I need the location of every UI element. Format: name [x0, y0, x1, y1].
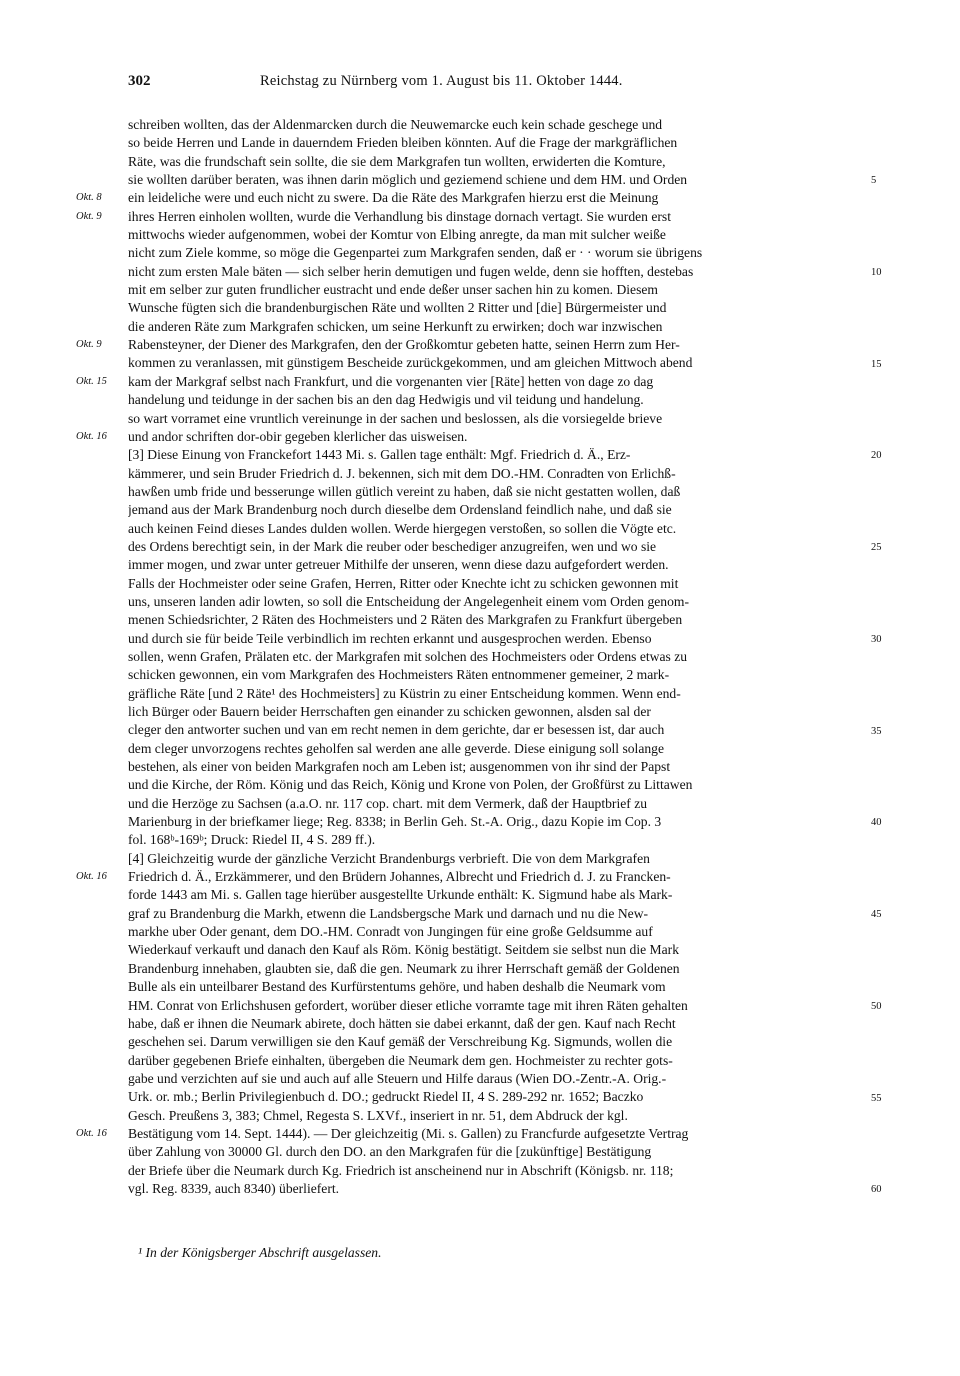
- text-line: handelung und teidunge in der sachen bis an den dag Hedwigis und vil teidung und handelung.: [128, 392, 644, 408]
- text-line: darüber gegebenen Briefe einhalten, übergeben die Neumark dem gen. Hochmeister zu rechter gots-: [128, 1052, 673, 1068]
- line-number: 20: [871, 450, 882, 462]
- text-line: Bulle als ein unteilbarer Bestand des Kurfürstentums gehöre, und haben deshalb die Neumark vom: [128, 979, 666, 995]
- text-line: nicht zum ersten Male bäten — sich selber herin demutigen und fugen welde, denn sie hofften, destebas: [128, 263, 694, 279]
- text-line: uns, unseren landen adir lowten, so soll die Entscheidung der Angelegenheit einem vom Orden genom-: [128, 593, 689, 609]
- text-line: menen Schiedsrichter, 2 Räten des Hochmeisters und 2 Räten des Markgrafen zu Frankfurt übergeben: [128, 612, 683, 628]
- line-number: 40: [871, 817, 882, 829]
- text-line: ein leideliche were und euch nicht zu swere. Da die Räte des Markgrafen hierzu erst die Meinung: [128, 190, 659, 206]
- text-line: sollen, wenn Grafen, Prälaten etc. der Markgrafen mit solchen des Hochmeisters oder Ordens etwas zu: [128, 648, 688, 664]
- text-line: forde 1443 am Mi. s. Gallen tage hierüber ausgestellte Urkunde enthält: K. Sigmund habe als Mark-: [128, 887, 673, 903]
- line-number: 45: [871, 909, 882, 921]
- margin-date: Okt. 9: [76, 339, 102, 351]
- line-number: 35: [871, 725, 882, 737]
- text-line: kam der Markgraf selbst nach Frankfurt, und die vorgenanten vier [Räte] hetten von dage zo dag: [128, 373, 654, 389]
- line-number: 55: [871, 1092, 882, 1104]
- text-line: und andor schriften dor-obir gegeben klerlicher das uisweisen.: [128, 428, 468, 444]
- text-line: über Zahlung von 30000 Gl. durch den DO. an den Markgrafen für die [zukünftige] Bestätigung: [128, 1144, 652, 1160]
- text-line: lich Bürger oder Bauern beider Herrschaften gen einander zu schicken gewonnen, alsden sal der: [128, 704, 651, 719]
- text-line: des Ordens berechtigt sein, in der Mark die reuber oder beschediger anzugreifen, wen und wo sie: [128, 538, 657, 554]
- text-line: schreiben wollten, das der Aldenmarcken durch die Neuwemarcke euch kein schade geschege und: [128, 117, 663, 132]
- text-line: nicht zum Ziele komme, so möge die Gegenpartei zum Markgrafen senden, daß er · · worum sie übrigens: [128, 245, 703, 261]
- text-line: die anderen Räte zum Markgrafen schicken, um seine Herkunft zu erwirken; doch war inzwischen: [128, 318, 663, 334]
- text-line: Wunsche fügten sich die brandenburgischen Räte und wollten 2 Ritter und [die] Bürgermeister und: [128, 300, 667, 316]
- text-line: ihres Herren einholen wollten, wurde die Verhandlung bis dinstage dornach vertagt. Sie wurden erst: [128, 208, 671, 224]
- text-line: Brandenburg innehaben, glaubten sie, daß die gen. Neumark zu ihrer Herrschaft gemäß der Goldenen: [128, 960, 680, 976]
- text-line: habe, daß er ihnen die Neumark abirete, doch hätten sie dabei erkannt, daß der gen. Kauf nach Recht: [128, 1015, 676, 1031]
- text-line: Bestätigung vom 14. Sept. 1444). — Der gleichzeitig (Mi. s. Gallen) zu Francfurde aufgesetzte Vertrag: [128, 1125, 689, 1141]
- text-line: bestehen, als einer von beiden Markgrafen noch am Leben ist; ausgenommen von ihr sind der Papst: [128, 759, 671, 775]
- text-line: mit em selber zur guten frundlicher eustracht und ende deßer unser sachen hin zu komen. Diesem: [128, 282, 658, 298]
- text-line: so beide Herren und Lande in dauerndem Frieden bleiben könnten. Auf die Frage der markgräflichen: [128, 135, 678, 151]
- text-line: Gesch. Preußens 3, 383; Chmel, Regesta S. LXVf., inseriert in nr. 51, dem Abdruck der kgl.: [128, 1107, 628, 1123]
- line-number: 25: [871, 542, 882, 554]
- text-line: Wiederkauf verkauft und danach den Kauf als Röm. König bestätigt. Seitdem sie selbst nun die Mark: [128, 942, 679, 958]
- line-number: 60: [871, 1184, 882, 1196]
- line-number: 15: [871, 358, 882, 370]
- line-number: 30: [871, 633, 882, 645]
- text-line: [3] Diese Einung von Franckefort 1443 Mi. s. Gallen tage enthält: Mgf. Friedrich d. Ä., Erz-: [128, 447, 631, 463]
- text-line: so wart vorramet eine vruntlich vereinunge in der sachen und beslossen, als die vorsiegelde brieve: [128, 410, 663, 426]
- line-number: 10: [871, 266, 882, 278]
- text-line: geschehen sei. Darum verwilligen sie den Kauf gemäß der Verschreibung Kg. Sigmunds, wollen die: [128, 1034, 673, 1050]
- text-line: Urk. or. mb.; Berlin Privilegienbuch d. DO.; gedruckt Riedel II, 4 S. 289-292 nr. 1652; Baczko: [128, 1089, 644, 1105]
- text-line: Räte, was die frundschaft sein sollte, die sie dem Markgrafen tun wollten, erwiderten die Komture,: [128, 153, 666, 169]
- text-line: immer mogen, und zwar unter getreuer Mithilfe der unseren, wenn diese dazu aufgefordert werden.: [128, 557, 669, 573]
- margin-date: Okt. 16: [76, 1128, 107, 1140]
- margin-date: Okt. 16: [76, 871, 107, 883]
- text-line: cleger den antworter suchen und van em recht nemen in dem gerichte, dar er besessen ist, dar auch: [128, 722, 665, 738]
- text-line: und die Herzöge zu Sachsen (a.a.O. nr. 117 cop. chart. mit dem Vermerk, daß der Hauptbrief zu: [128, 795, 648, 811]
- text-line: und durch sie für beide Teile verbindlich im rechten erkannt und ausgesprochen werden. Ebenso: [128, 630, 652, 646]
- text-line: graf zu Brandenburg die Markh, etwenn die Landsbergsche Mark und darnach und nu die New-: [128, 905, 649, 921]
- text-line: jemand aus der Mark Brandenburg noch durch dieselbe dem Ordensland feindlich nahe, und daß sie: [128, 502, 672, 518]
- text-line: und die Kirche, der Röm. König und das Reich, König und Krone von Polen, der Großfürst zu Littawen: [128, 777, 693, 793]
- main-text: [128, 116, 863, 1198]
- text-line: Marienburg in der briefkamer liege; Reg. 8338; in Berlin Geh. St.-A. Orig., dazu Kopie im Cop. 3: [128, 814, 662, 830]
- line-number: 5: [871, 175, 877, 187]
- text-line: Friedrich d. Ä., Erzkämmerer, und den Brüdern Johannes, Albrecht und Friedrich d. J. zu Francken-: [128, 869, 671, 885]
- text-line: auch keinen Feind dieses Landes dulden wollen. Werde hiergegen verstoßen, so sollen die Vögte etc.: [128, 520, 677, 536]
- text-line: vgl. Reg. 8339, auch 8340) überliefert.: [128, 1180, 340, 1196]
- text-line: hawßen umb fride und besserunge willen gütlich vereint zu haben, daß sie nicht gestatten wollen, daß: [128, 483, 681, 499]
- text-line: gabe und verzichten auf sie und auch auf alle Steuern und Hilfe daraus (Wien DO.-Zentr.-A. Orig.-: [128, 1070, 667, 1086]
- margin-date: Okt. 15: [76, 375, 107, 387]
- text-line: der Briefe über die Neumark durch Kg. Friedrich ist anscheinend nur in Abschrift (Königsb. nr. 118;: [128, 1162, 674, 1178]
- margin-date: Okt. 8: [76, 192, 102, 204]
- text-line: HM. Conrat von Erlichshusen gefordert, worüber dieser etliche vorramte tage mit ihren Räten gehalten: [128, 997, 688, 1013]
- text-line: gräfliche Räte [und 2 Räte¹ des Hochmeisters] zu Küstrin zu einer Entscheidung kommen. Wenn end-: [128, 685, 681, 701]
- text-line: dem cleger unvorzogens rechtes geholfen sal werden ane alle geverde. Diese einigung soll solange: [128, 740, 664, 756]
- page-number: 302: [128, 73, 151, 89]
- text-line: Rabensteyner, der Diener des Markgrafen, den der Großkomtur gebeten hatte, seinen Herrn zum Her-: [128, 337, 680, 353]
- text-line: kommen zu veranlassen, mit günstigem Bescheide zurückgekommen, und am gleichen Mittwoch abend: [128, 355, 693, 371]
- text-line: sie wollten darüber beraten, was ihnen darin möglich und geziemend schiene und dem HM. und Orden: [128, 172, 688, 188]
- running-title: Reichstag zu Nürnberg vom 1. August bis 11. Oktober 1444.: [260, 73, 623, 89]
- text-line: markhe uber Oder genant, dem DO.-HM. Conradt von Jungingen für eine große Geldsumme auf: [128, 924, 653, 940]
- margin-date: Okt. 9: [76, 210, 102, 222]
- line-number: 50: [871, 1000, 882, 1012]
- text-line: fol. 168ᵇ-169ᵇ; Druck: Riedel II, 4 S. 289 ff.).: [128, 832, 376, 848]
- text-line: schicken gewonnen, ein vom Markgrafen des Hochmeisters Räten entnommener gemeiner, 2 mark-: [128, 667, 670, 683]
- text-line: Falls der Hochmeister oder seine Grafen, Herren, Ritter oder Knechte icht zu schicken gewonnen mit: [128, 575, 679, 591]
- footnote: ¹ In der Königsberger Abschrift ausgelassen.: [138, 1245, 382, 1260]
- text-line: mittwochs wieder aufgenommen, wobei der Komtur von Elbing anregte, da man mit sulcher weiße: [128, 227, 666, 243]
- margin-date: Okt. 16: [76, 430, 107, 442]
- text-line: [4] Gleichzeitig wurde der gänzliche Verzicht Brandenburgs verbrieft. Die von dem Markgrafen: [128, 850, 650, 866]
- text-line: kämmerer, und sein Bruder Friedrich d. J. bekennen, sich mit dem DO.-HM. Conradten von Erlichß-: [128, 465, 676, 481]
- page-header: [128, 73, 868, 95]
